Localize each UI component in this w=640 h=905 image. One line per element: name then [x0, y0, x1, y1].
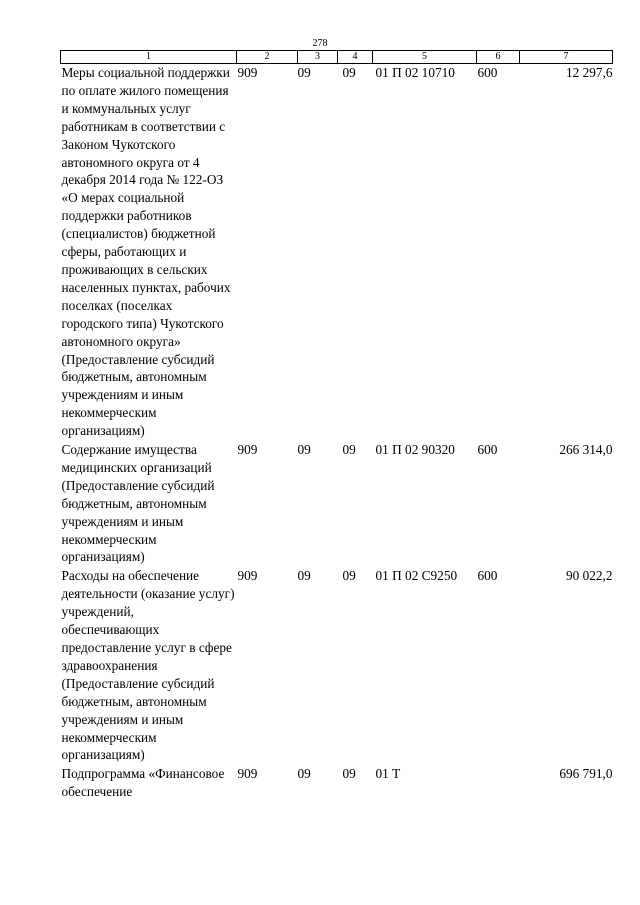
row-amount: 12 297,6 [565, 65, 613, 80]
row-ministry-code: 909 [237, 568, 258, 584]
row-amount: 266 314,0 [559, 442, 613, 458]
row-target-article: 01 П 02 С9250 [375, 568, 458, 584]
row-target-article: 01 Т [375, 766, 401, 782]
row-amount: 696 791,0 [559, 766, 613, 782]
row-section-code: 09 [297, 442, 311, 458]
table-row [61, 441, 613, 567]
row-ministry-code: 909 [237, 442, 258, 458]
column-header-6: 6 [477, 51, 520, 64]
row-ministry-code: 909 [237, 766, 258, 782]
budget-table [60, 50, 613, 801]
column-header-7: 7 [520, 51, 613, 64]
row-target-article: 01 П 02 90320 [375, 442, 455, 458]
row-section-code: 09 [297, 766, 311, 782]
column-header-2: 2 [237, 51, 298, 64]
row-target-article: 01 П 02 10710 [375, 65, 455, 80]
row-ministry-code: 909 [237, 65, 258, 80]
column-header-3: 3 [298, 51, 338, 64]
row-subsection-code: 09 [342, 568, 356, 584]
row-expense-type [477, 765, 520, 801]
table-row [61, 765, 613, 801]
table-row [61, 567, 613, 765]
table-header [61, 51, 613, 64]
table-row [61, 64, 613, 442]
row-subsection-code: 09 [342, 766, 356, 782]
column-header-4: 4 [338, 51, 373, 64]
column-header-1: 1 [61, 51, 237, 64]
row-amount: 90 022,2 [565, 568, 613, 584]
row-name: Меры социальной поддержки по оплате жилого помещения и коммунальных услуг работникам в соответствии с Законом Чукотского автономного округа от 4 декабря 2014 года № 122-ОЗ «О мерах социальной поддержки работников (специалистов) бюджетной сферы, работающих и проживающих в сельских населенных пунктах, рабочих поселках (поселках городского типа) Чукотского автономного округа» (Предоставление субсидий бюджетным, автономным учреждениям и иным некоммерческим организациям) [61, 65, 231, 439]
row-name: Расходы на обеспечение деятельности (оказание услуг) учреждений, обеспечивающих предоставление услуг в сфере здравоохранения (Предоставление субсидий бюджетным, автономным учреждениям и иным некоммерческим организациям) [61, 568, 235, 763]
row-name: Содержание имущества медицинских организаций (Предоставление субсидий бюджетным, автономным учреждениям и иным некоммерческим организациям) [61, 442, 215, 565]
row-name: Подпрограмма «Финансовое обеспечение [61, 766, 225, 800]
row-section-code: 09 [297, 568, 311, 584]
column-header-5: 5 [373, 51, 477, 64]
page-number: 278 [312, 38, 328, 49]
row-expense-type: 600 [477, 65, 498, 80]
row-expense-type: 600 [477, 442, 498, 458]
row-subsection-code: 09 [342, 442, 356, 458]
row-section-code: 09 [297, 65, 311, 80]
row-expense-type: 600 [477, 568, 498, 584]
row-subsection-code: 09 [342, 65, 356, 80]
